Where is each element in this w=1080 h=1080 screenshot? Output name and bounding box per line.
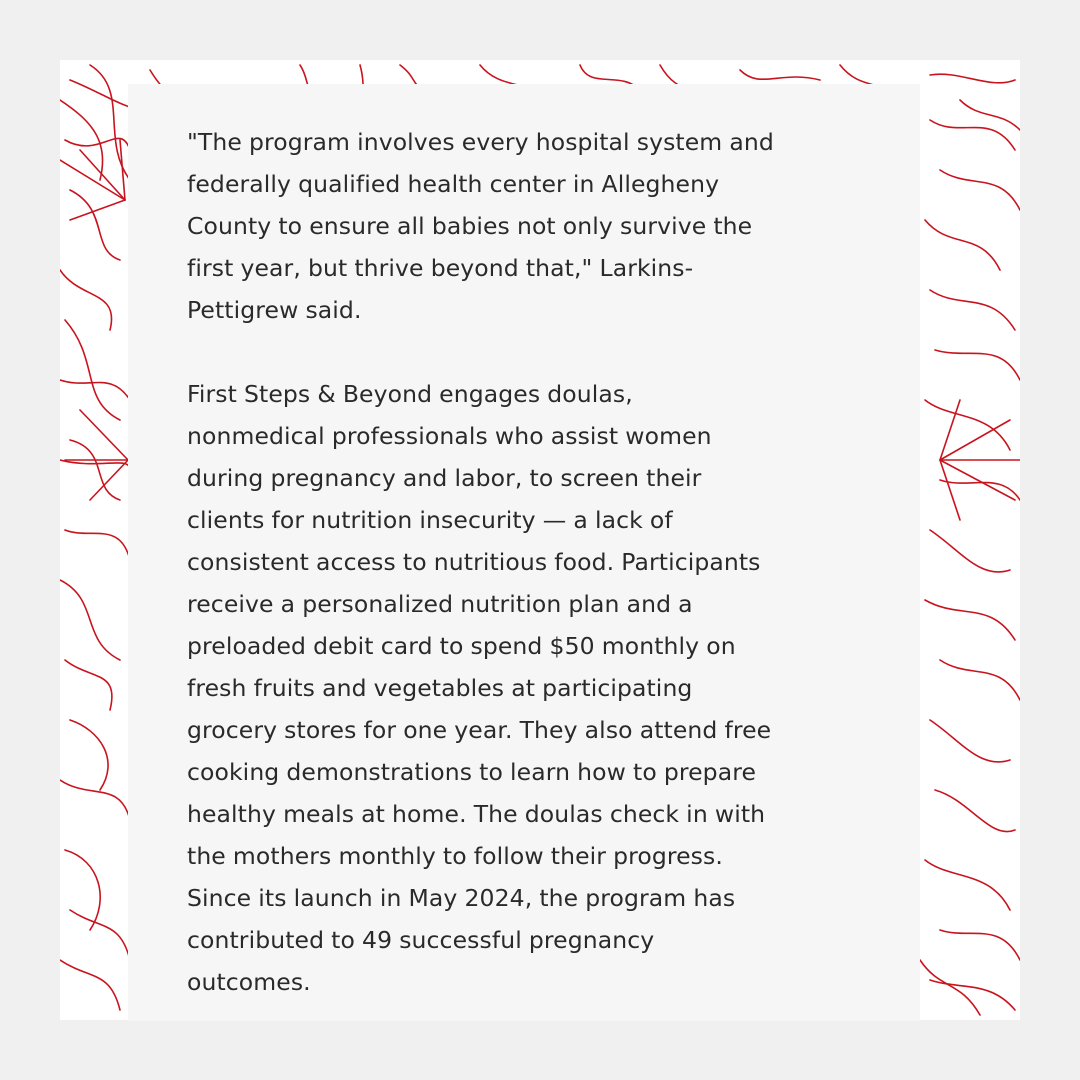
text-line: cooking demonstrations to learn how to prepare <box>187 758 757 786</box>
text-line: First Steps & Beyond engages doulas, <box>187 380 633 408</box>
text-line: outcomes. <box>187 968 311 996</box>
text-line: healthy meals at home. The doulas check in with <box>187 800 766 828</box>
text-line: during pregnancy and labor, to screen their <box>187 464 702 492</box>
quote-paragraph <box>187 121 877 331</box>
text-line: preloaded debit card to spend $50 monthly on <box>187 632 736 660</box>
text-line: contributed to 49 successful pregnancy <box>187 926 655 954</box>
text-line: grocery stores for one year. They also attend free <box>187 716 772 744</box>
text-line: nonmedical professionals who assist women <box>187 422 712 450</box>
text-line: Since its launch in May 2024, the program has <box>187 884 736 912</box>
text-line: fresh fruits and vegetables at participating <box>187 674 693 702</box>
program-description-paragraph <box>187 373 877 1003</box>
text-line: receive a personalized nutrition plan and a <box>187 590 693 618</box>
text-line: consistent access to nutritious food. Participants <box>187 548 761 576</box>
text-line: clients for nutrition insecurity — a lack of <box>187 506 673 534</box>
text-line: first year, but thrive beyond that," Larkins- <box>187 254 694 282</box>
text-line: the mothers monthly to follow their progress. <box>187 842 723 870</box>
text-line: federally qualified health center in Allegheny <box>187 170 720 198</box>
article-text <box>187 121 877 1045</box>
text-line: County to ensure all babies not only survive the <box>187 212 753 240</box>
text-line: Pettigrew said. <box>187 296 362 324</box>
text-line: "The program involves every hospital system and <box>187 128 774 156</box>
